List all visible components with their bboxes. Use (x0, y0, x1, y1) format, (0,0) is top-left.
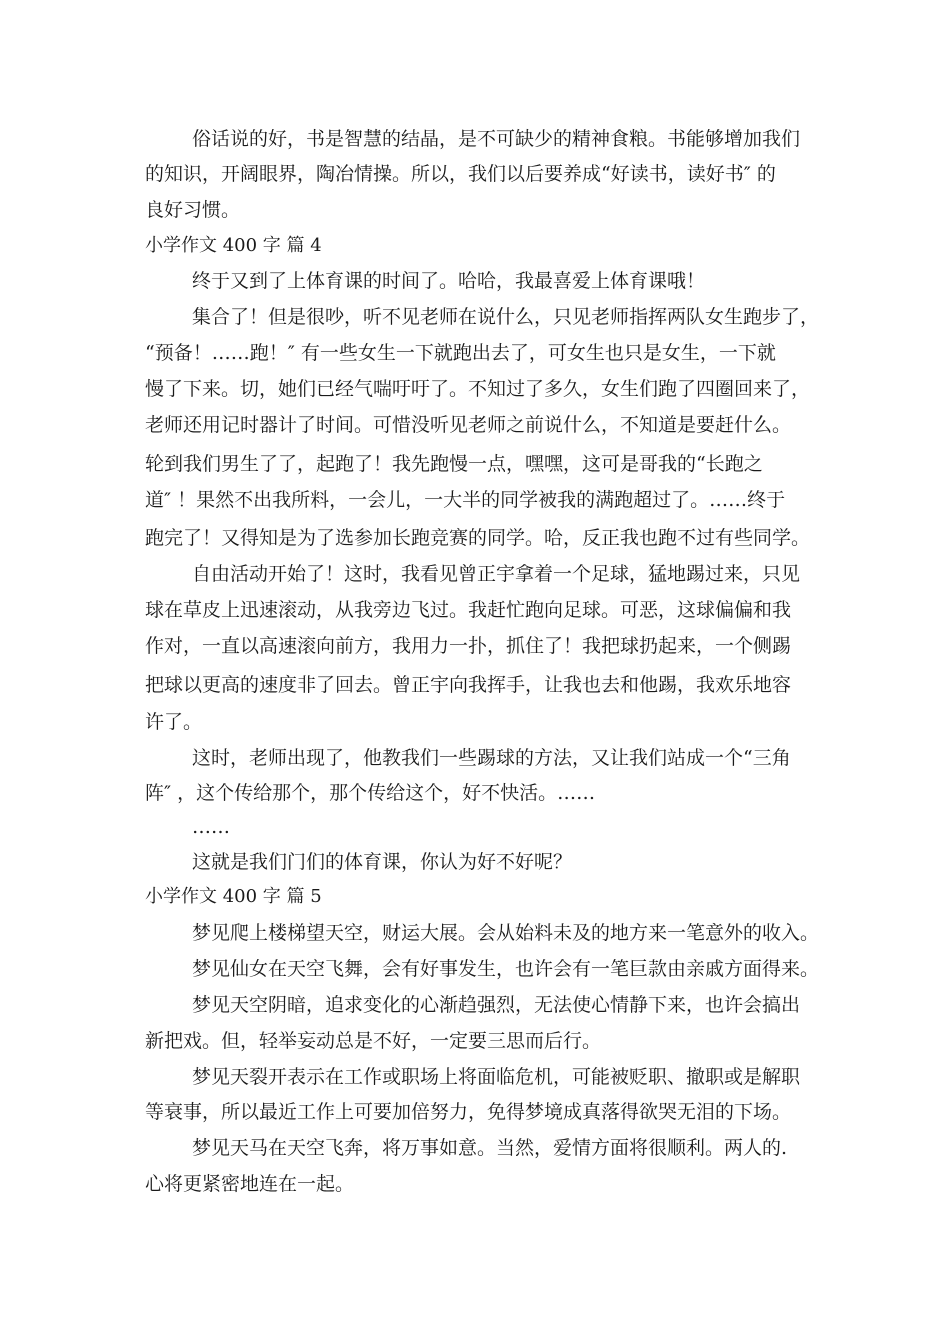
paragraph-line: “预备！……跑！″ 有一些女生一下就跑出去了，可女生也只是女生，一下就 (145, 342, 776, 364)
paragraph-line: 这时，老师出现了，他教我们一些踢球的方法，又让我们站成一个“三角 (192, 747, 791, 769)
paragraph-line: 梦见天裂开表示在工作或职场上将面临危机，可能被贬职、撤职或是解职 (192, 1066, 801, 1088)
paragraph-line: 球在草皮上迅速滚动，从我旁边飞过。我赶忙跑向足球。可恶，这球偏偏和我 (145, 599, 792, 621)
paragraph-line: 梦见天马在天空飞奔，将万事如意。当然，爱情方面将很顺利。两人的. (192, 1137, 788, 1159)
paragraph-line: 良好习惯。 (145, 199, 241, 221)
paragraph-line: 心将更紧密地连在一起。 (145, 1173, 355, 1195)
section-heading: 小学作文 400 字 篇 5 (145, 886, 322, 907)
paragraph-line: 老师还用记时器计了时间。可惜没听见老师之前说什么，不知道是要赶什么。 (145, 414, 792, 436)
paragraph-line: 俗话说的好，书是智慧的结晶，是不可缺少的精神食粮。书能够增加我们 (192, 128, 801, 150)
paragraph-line: 新把戏。但，轻举妄动总是不好，一定要三思而后行。 (145, 1030, 602, 1052)
paragraph-line: 这就是我们门们的体育课，你认为好不好呢？ (192, 851, 573, 873)
paragraph-line: 把球以更高的速度非了回去。曾正宇向我挥手，让我也去和他踢，我欢乐地容 (145, 674, 792, 696)
paragraph-line: 道″ ！果然不出我所料，一会儿，一大半的同学被我的满跑超过了。……终于 (145, 489, 786, 511)
paragraph-line: 梦见天空阴暗，追求变化的心渐趋强烈，无法使心情静下来，也许会搞出 (192, 994, 801, 1016)
paragraph-line: 等衰事，所以最近工作上可要加倍努力，免得梦境成真落得欲哭无泪的下场。 (145, 1101, 792, 1123)
paragraph-line: 轮到我们男生了了，起跑了！我先跑慢一点，嘿嘿，这可是哥我的“长跑之 (145, 453, 763, 475)
paragraph-line: …… (192, 816, 230, 838)
paragraph-line: 慢了下来。切，她们已经气喘吁吁了。不知过了多久，女生们跑了四圈回来了， (145, 378, 811, 400)
paragraph-line: 的知识，开阔眼界，陶冶情操。所以，我们以后要养成“好读书，读好书″ 的 (145, 163, 776, 185)
paragraph-line: 阵″ ，这个传给那个，那个传给这个，好不快活。…… (145, 782, 596, 804)
section-heading: 小学作文 400 字 篇 4 (145, 235, 322, 256)
paragraph-line: 集合了！但是很吵，听不见老师在说什么，只见老师指挥两队女生跑步了， (192, 306, 820, 328)
paragraph-line: 许了。 (145, 711, 203, 733)
paragraph-line: 终于又到了上体育课的时间了。哈哈，我最喜爱上体育课哦！ (192, 270, 706, 292)
paragraph-line: 作对，一直以高速滚向前方，我用力一扑，抓住了！我把球扔起来，一个侧踢 (145, 635, 792, 657)
paragraph-line: 梦见爬上楼梯望天空，财运大展。会从始料未及的地方来一笔意外的收入。 (192, 922, 820, 944)
paragraph-line: 自由活动开始了！这时，我看见曾正宇拿着一个足球，猛地踢过来，只见 (192, 563, 801, 585)
paragraph-line: 梦见仙女在天空飞舞，会有好事发生，也许会有一笔巨款由亲戚方面得来。 (192, 958, 820, 980)
paragraph-line: 跑完了！又得知是为了选参加长跑竞赛的同学。哈，反正我也跑不过有些同学。 (145, 527, 811, 549)
